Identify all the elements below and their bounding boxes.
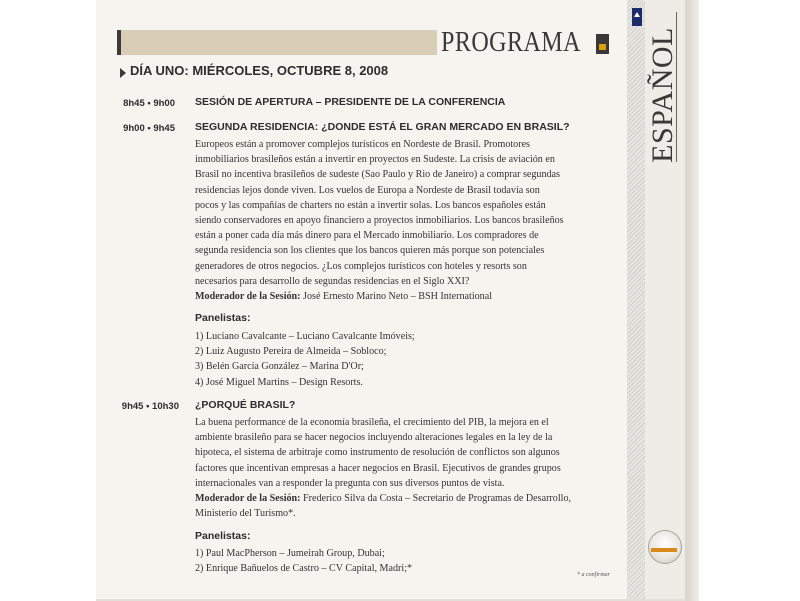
description-line: hipoteca, el sistema de arbitraje como instrumento de resolución de conflictos son algunos <box>195 447 560 459</box>
description-line: factores que incentivan empresas a hacer negocios en Brasil. Ejecutivos de grandes grupos <box>195 462 561 474</box>
session-time: 8h45 • 9h00 <box>123 98 175 109</box>
session-time: 9h45 • 10h30 <box>121 401 179 412</box>
session-title: SESIÓN DE APERTURA – PRESIDENTE DE LA CONFERENCIA <box>195 96 506 108</box>
language-label: ESPAÑOL <box>646 27 679 163</box>
panelist-item: 1) Paul MacPherson – Jumeirah Group, Dubai; <box>195 548 385 559</box>
panelist-item: 4) José Miguel Martins – Design Resorts. <box>195 376 363 388</box>
panelist-item: 3) Belén García González – Marina D'Or; <box>195 361 364 373</box>
description-line: residencias lejos donde viven. Los vuelos de Europa a Nordeste de Brasil todavía son <box>195 184 540 196</box>
section-marker-icon <box>632 8 642 26</box>
description-line: Europeos están a promover complejos turísticos en Nordeste de Brasil. Promotores <box>195 139 530 150</box>
panelist-item: 2) Luiz Augusto Pereira de Almeida – Sobloco; <box>195 346 387 358</box>
moderator-line <box>195 491 611 506</box>
description-line: ambiente brasileño para se hacer negocios incluyendo alteraciones legales en la ley de la <box>195 432 553 444</box>
day-title: DÍA UNO: MIÉRCOLES, OCTUBRE 8, 2008 <box>130 63 389 78</box>
session-description <box>195 415 611 521</box>
description-line: Brasil no incentiva brasileños de sudeste (Sao Paulo y Rio de Janeiro) a comprar segundas <box>195 169 560 181</box>
panelist-list <box>195 546 412 576</box>
moderator-label: Moderador de la Sesión: <box>195 493 301 505</box>
moderator-name: José Ernesto Marino Neto – BSH International <box>300 291 492 303</box>
description-line: inmobiliarios brasileños están a invertir en proyectos en Sudeste. La crisis de aviación en <box>195 154 555 166</box>
description-line: necesarios para desarrollo de segundas residencias en el Siglo XXI? <box>195 275 470 287</box>
panelists-heading: Panelistas: <box>195 530 251 542</box>
moderator-line <box>195 289 611 304</box>
description-line: internacionales van a responder la pregunta con sus diversos puntos de vista. <box>195 477 505 489</box>
moderator-name: Frederico Silva da Costa – Secretario de Programas de Desarrollo, <box>300 493 572 505</box>
description-line: pocos y las compañías de charters no están a invertir solas. Los bancos españoles están <box>195 199 546 211</box>
session-time: 9h00 • 9h45 <box>123 123 175 134</box>
language-label-box <box>641 27 685 163</box>
moderator-line-cont: Ministerio del Turismo*. <box>195 508 296 520</box>
session-title: ¿PORQUÉ BRASIL? <box>195 399 296 411</box>
moderator-label: Moderador de la Sesión: <box>195 291 301 303</box>
description-line: segunda residencia son los clientes que los bancos quieren más porque son potenciales <box>195 245 545 257</box>
session-description <box>195 137 611 304</box>
page-title: PROGRAMA <box>441 27 581 58</box>
description-line: están a poner cada día más dinero para el Mercado inmobiliario. Los compradores de <box>195 230 539 242</box>
header-square-icon <box>596 34 609 54</box>
panelist-item: 2) Enrique Bañuelos de Castro – CV Capital, Madri;* <box>195 563 413 575</box>
page-gutter-shadow <box>685 0 699 601</box>
header-band <box>117 30 437 55</box>
conference-seal-icon <box>648 530 682 564</box>
description-line: generadores de otros negocios. ¿Los complejos turísticos con hoteles y resorts son <box>195 260 527 272</box>
footnote: * a confirmar <box>577 572 610 578</box>
description-line: La buena performance de la economía brasileña, el crecimiento del PIB, la mejora en el <box>195 417 549 428</box>
panelists-heading: Panelistas: <box>195 312 251 324</box>
play-arrow-icon <box>120 68 126 78</box>
panelist-list <box>195 329 415 390</box>
session-title: SEGUNDA RESIDENCIA: ¿DONDE ESTÁ EL GRAN MERCADO EN BRASIL? <box>195 121 570 133</box>
header-band-edge <box>117 30 121 55</box>
description-line: siendo conservadores en apoyo financiero a proyectos inmobiliarios. Los bancos brasileños <box>195 215 564 227</box>
seal-stripe <box>651 548 677 552</box>
panelist-item: 1) Luciano Cavalcante – Luciano Cavalcante Imóveis; <box>195 331 415 342</box>
